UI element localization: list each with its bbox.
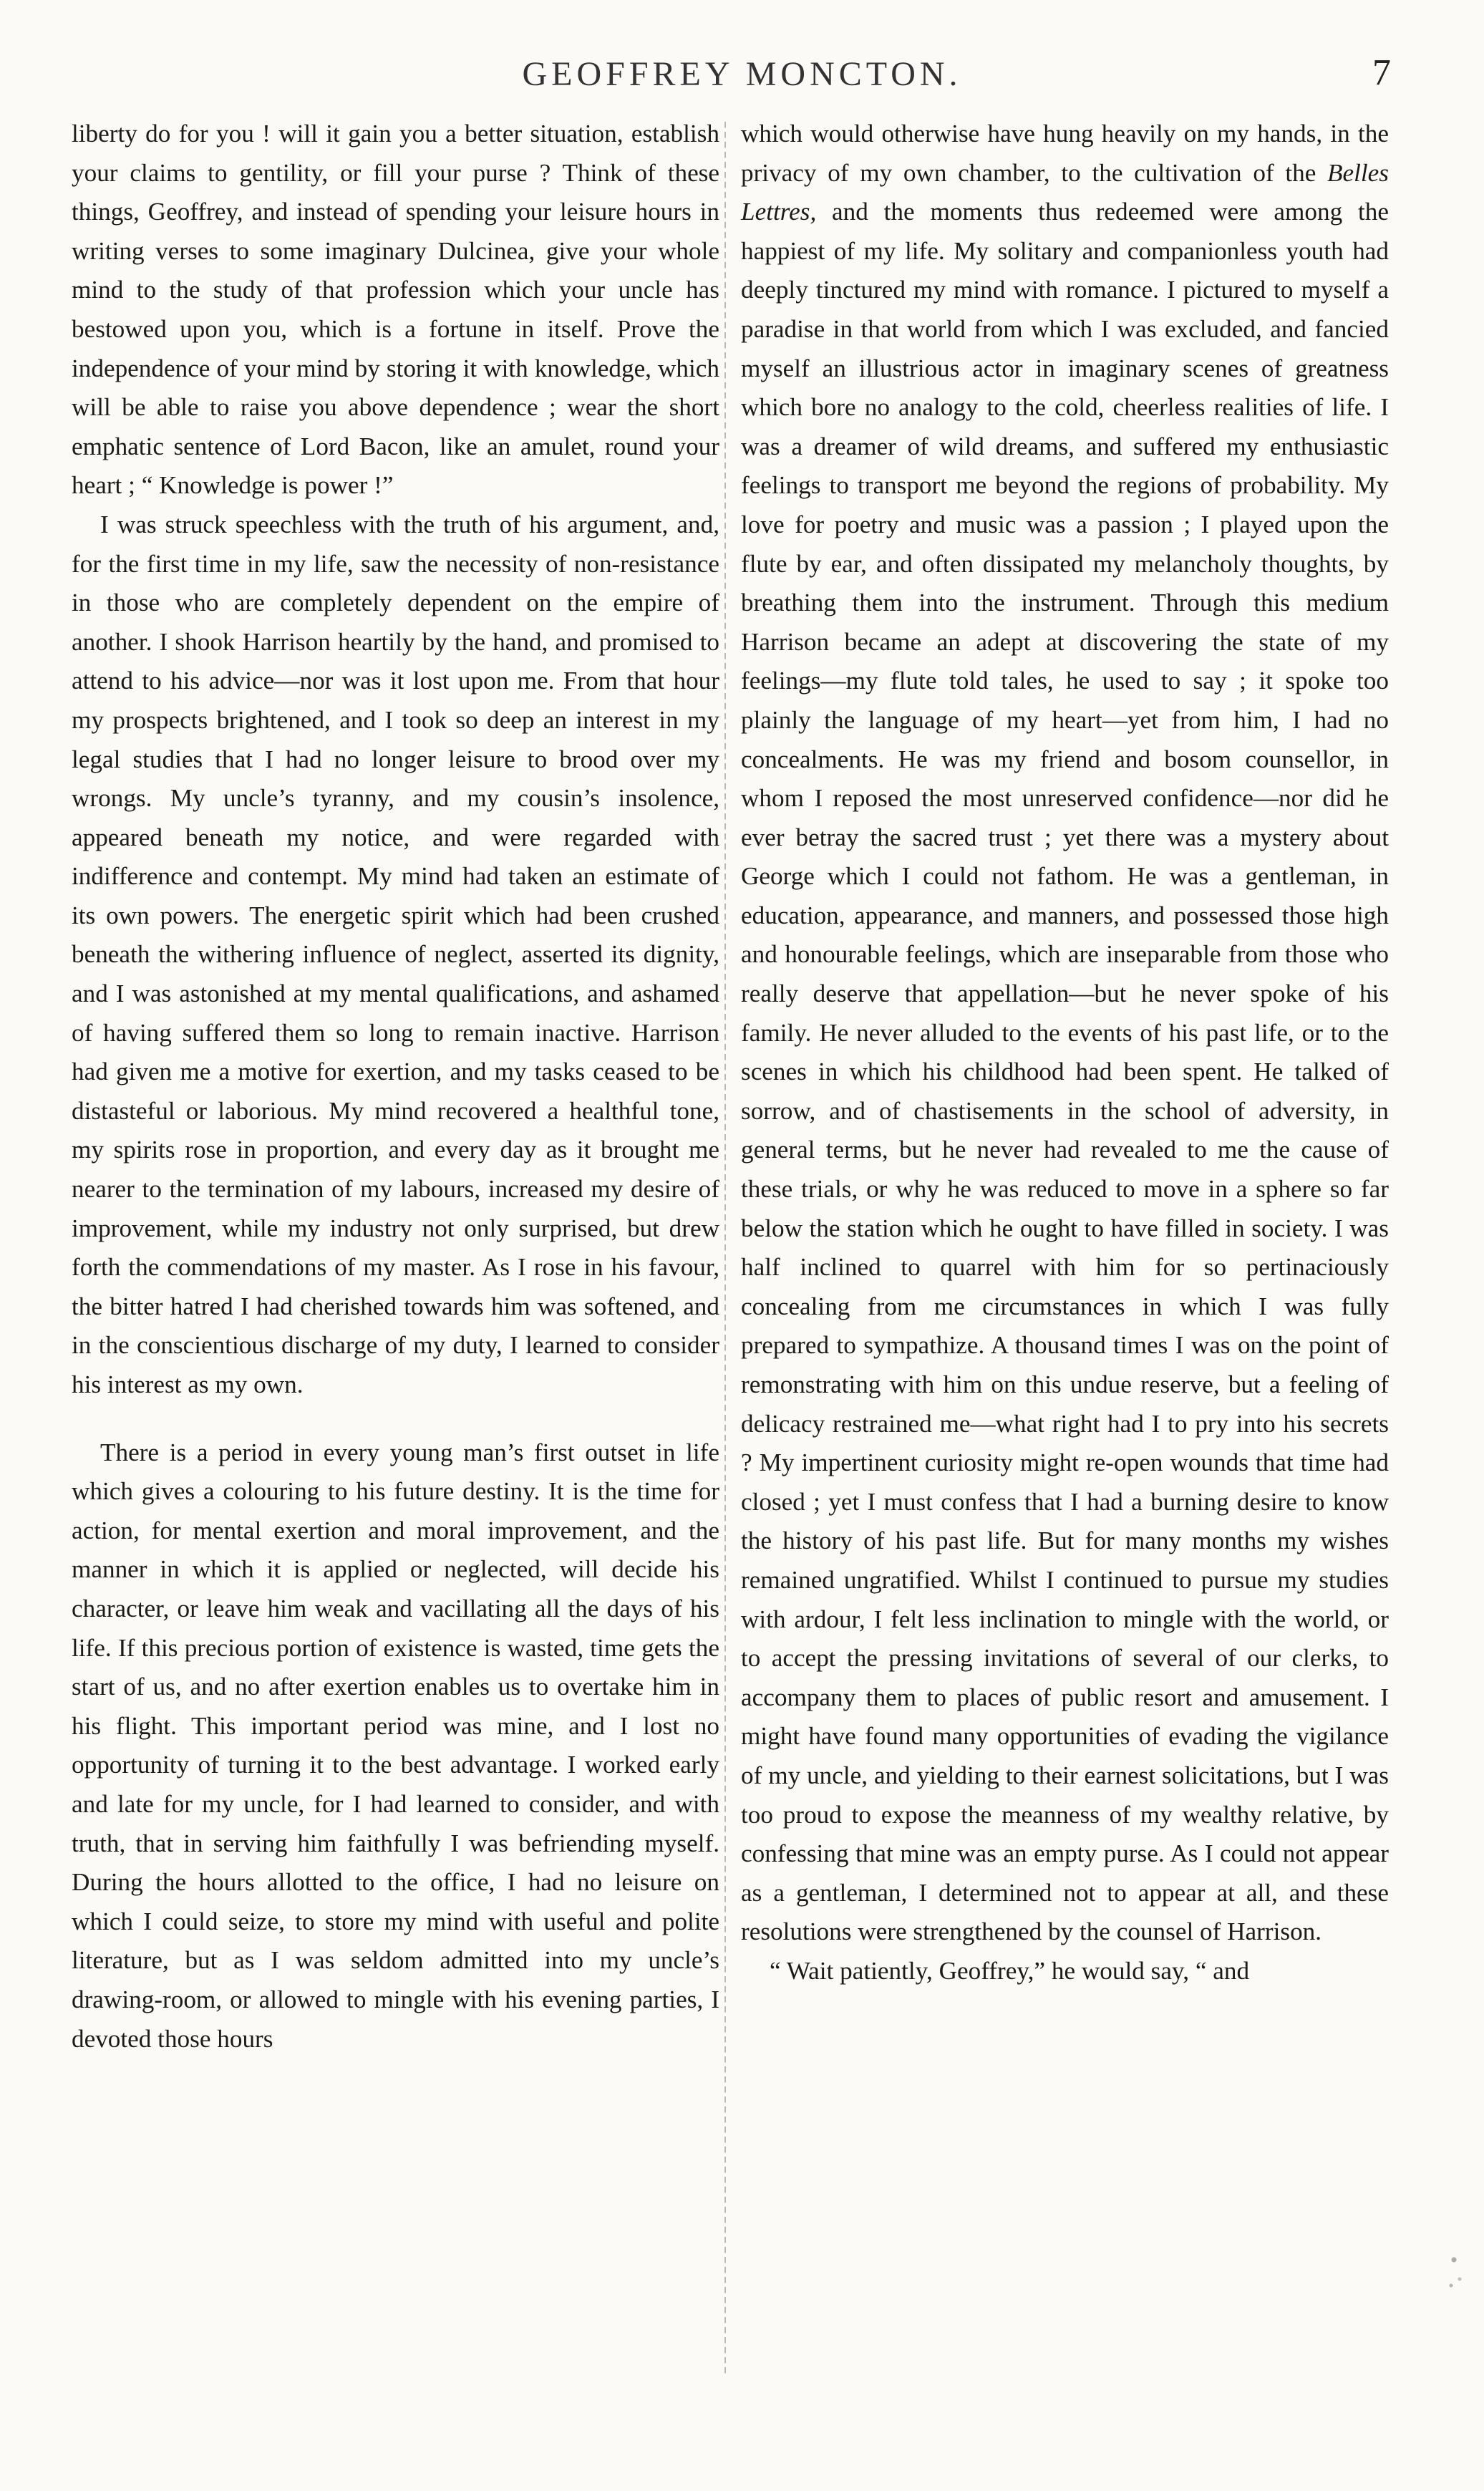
paragraph: “ Wait patiently, Geoffrey,” he would say, “ and bbox=[770, 1956, 1250, 1985]
left-column bbox=[72, 115, 719, 2059]
paragraph: I was struck speechless with the truth of his argument, and, for the first time in my life, saw the necessity of non-resistance in those who are completely dependent on the empire of another. I shook Harrison heartily by the hand, and promised to attend to his advice—nor was it lost upon me. From that hour my prospects brightened, and I took so deep an interest in my legal studies that I had no longer leisure to brood over my wrongs. My uncle’s tyranny, and my cousin’s insolence, appeared beneath my notice, and were regarded with indifference and contempt. My mind had taken an estimate of its own powers. The energetic spirit which had been crushed beneath the withering influence of neglect, asserted its dignity, and I was astonished at my mental qualifications, and ashamed of having suffered them so long to remain inactive. Harrison had given me a motive for exertion, and my tasks ceased to be distasteful or laborious. My mind recovered a healthful tone, my spirits rose in proportion, and every day as it brought me nearer to the termination of my labours, increased my desire of improvement, while my industry not only surprised, but drew forth the commendations of my master. As I rose in his favour, the bitter hatred I had cherished towards him was softened, and in the conscientious discharge of my duty, I learned to consider his interest as my own. bbox=[72, 510, 719, 1398]
running-title: GEOFFREY MONCTON. bbox=[522, 55, 962, 93]
page-blemish bbox=[1442, 2234, 1471, 2298]
paragraph: There is a period in every young man’s first outset in life which gives a colouring to his future destiny. It is the time for action, for mental exertion and moral improvement, and the manner in which it is applied or neglected, will decide his character, or leave him weak and vacillating all the days of his life. If this precious portion of existence is wasted, time gets the start of us, and no after exertion enables us to overtake him in his flight. This important period was mine, and I lost no opportunity of turning it to the best advantage. I worked early and late for my uncle, for I had learned to consider, and with truth, that in serving him faithfully I was befriending myself. During the hours allotted to the office, I had no leisure on which I could seize, to store my mind with useful and polite literature, but as I was seldom admitted into my uncle’s drawing-room, or allowed to mingle with his evening parties, I devoted those hours bbox=[72, 1438, 719, 2053]
page-number: 7 bbox=[1372, 52, 1391, 93]
text-run: which would otherwise have hung heavily on my hands, in the privacy of my own chamber, to the cultivation of the bbox=[741, 120, 1389, 187]
running-head bbox=[72, 54, 1412, 105]
italic-text: Belles Lettres, bbox=[741, 158, 1389, 226]
column-rule bbox=[724, 122, 726, 2377]
paragraph bbox=[741, 115, 1389, 1952]
right-column bbox=[741, 115, 1389, 1991]
text-run: and the moments thus redeemed were among the happiest of my life. My solitary and companionless youth had deeply tinctured my mind with romance. I pictured to myself a paradise in that world from which I was excluded, and fancied myself an illustrious actor in imaginary scenes of greatness which bore no analogy to the cold, cheerless realities of life. I was a dreamer of wild dreams, and suffered my enthusiastic feelings to transport me beyond the regions of probability. My love for poetry and music was a passion ; I played upon the flute by ear, and often dissipated my melancholy thoughts, by breathing them into the instrument. Through this medium Harrison became an adept at discovering the state of my feelings—my flute told tales, he used to say ; it spoke too plainly the language of my heart—yet from him, I had no concealments. He was my friend and bosom counsellor, in whom I reposed the most unreserved confidence—nor did he ever betray the sacred trust ; yet there was a mystery about George which I could not fathom. He was a gentleman, in education, appearance, and manners, and possessed those high and honourable feelings, which are inseparable from those who really deserve that appellation—but he never spoke of his family. He never alluded to the events of his past life, or to the scenes in which his childhood had been spent. He talked of sorrow, and of chastisements in the school of adversity, in general terms, but he never had revealed to me the cause of these trials, or why he was reduced to move in a sphere so far below the station which he ought to have filled in society. I was half inclined to quarrel with him for so pertinaciously concealing from me circumstances in which I was fully prepared to sympathize. A thousand times I was on the point of remonstrating with him on this undue reserve, but a feeling of delicacy restrained me—what right had I to pry into his secrets ? My impertinent curiosity might re-open wounds that time had closed ; yet I must confess that I had a burning desire to know the history of his past life. But for many months my wishes remained ungratified. Whilst I continued to pursue my studies with ardour, I felt less inclination to mingle with the world, or to accept the pressing invitations of several of our clerks, to accompany them to places of public resort and amusement. I might have found many opportunities of evading the vigilance of my uncle, and yielding to their earnest solicitations, but I was too proud to expose the meanness of my wealthy relative, by confessing that mine was an empty purse. As I could not appear as a gentleman, I determined not to appear at all, and these resolutions were strengthened by the counsel of Harrison. bbox=[741, 198, 1389, 1946]
paragraph: liberty do for you ! will it gain you a better situation, establish your claims to gentility, or fill your purse ? Think of these things, Geoffrey, and instead of spending your leisure hours in writing verses to some imaginary Dulcinea, give your whole mind to the study of that profession which your uncle has bestowed upon you, which is a fortune in itself. Prove the independence of your mind by storing it with knowledge, which will be able to raise you above dependence ; wear the short emphatic sentence of Lord Bacon, like an amulet, round your heart ; “ Knowledge is power !” bbox=[72, 120, 719, 500]
